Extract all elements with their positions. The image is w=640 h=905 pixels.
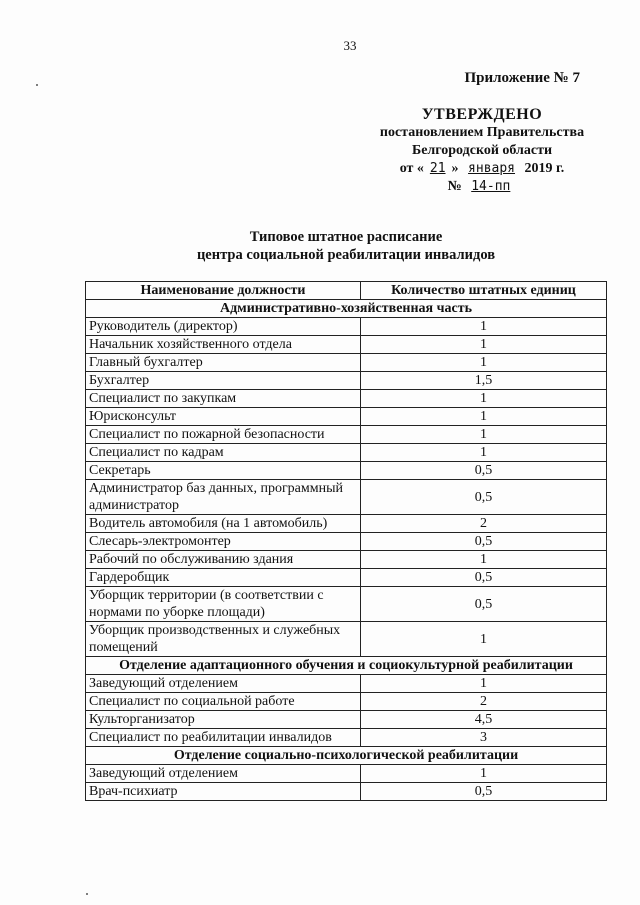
date-day: 21 <box>429 161 446 176</box>
position-cell: Специалист по реабилитации инвалидов <box>86 729 361 747</box>
table-row <box>86 390 607 408</box>
table-row <box>86 551 607 569</box>
section-title: Административно-хозяйственная часть <box>86 300 607 318</box>
number-prefix: № <box>447 179 462 194</box>
table-row <box>86 783 607 801</box>
table-row <box>86 480 607 515</box>
table-row <box>86 515 607 533</box>
position-cell: Рабочий по обслуживанию здания <box>86 551 361 569</box>
position-cell: Администратор баз данных, программный администратор <box>86 480 361 515</box>
approval-number <box>352 178 612 196</box>
position-cell: Уборщик территории (в соответствии с нормами по уборке площади) <box>86 587 361 622</box>
section-row <box>86 300 607 318</box>
position-cell: Секретарь <box>86 462 361 480</box>
count-cell: 2 <box>361 515 607 533</box>
approval-heading: УТВЕРЖДЕНО <box>421 106 543 123</box>
table-row <box>86 569 607 587</box>
table-row <box>86 533 607 551</box>
table-row <box>86 372 607 390</box>
position-cell: Уборщик производственных и служебных помещений <box>86 622 361 657</box>
table-row <box>86 426 607 444</box>
scan-speck <box>86 893 88 895</box>
header-count: Количество штатных единиц <box>361 282 607 300</box>
position-cell: Главный бухгалтер <box>86 354 361 372</box>
count-cell: 1 <box>361 551 607 569</box>
table-row <box>86 675 607 693</box>
table-row <box>86 622 607 657</box>
section-title: Отделение социально-психологической реабилитации <box>86 747 607 765</box>
table-row <box>86 711 607 729</box>
count-cell: 0,5 <box>361 783 607 801</box>
header-position: Наименование должности <box>86 282 361 300</box>
date-prefix: от « <box>399 161 424 176</box>
number-value: 14-пп <box>471 179 511 194</box>
count-cell: 1 <box>361 426 607 444</box>
approval-line-2: Белгородской области <box>411 143 553 158</box>
section-title: Отделение адаптационного обучения и социокультурной реабилитации <box>86 657 607 675</box>
position-cell: Водитель автомобиля (на 1 автомобиль) <box>86 515 361 533</box>
position-cell: Врач-психиатр <box>86 783 361 801</box>
position-cell: Слесарь-электромонтер <box>86 533 361 551</box>
table-row <box>86 693 607 711</box>
count-cell: 1 <box>361 622 607 657</box>
count-cell: 0,5 <box>361 480 607 515</box>
position-cell: Заведующий отделением <box>86 675 361 693</box>
position-cell: Культорганизатор <box>86 711 361 729</box>
scan-speck <box>36 84 38 86</box>
table-row <box>86 765 607 783</box>
title-line-2: центра социальной реабилитации инвалидов <box>196 247 496 263</box>
table-row <box>86 462 607 480</box>
count-cell: 1 <box>361 675 607 693</box>
date-month: января <box>468 161 516 176</box>
position-cell: Бухгалтер <box>86 372 361 390</box>
title-line-1: Типовое штатное расписание <box>249 229 443 245</box>
position-cell: Специалист по пожарной безопасности <box>86 426 361 444</box>
count-cell: 4,5 <box>361 711 607 729</box>
count-cell: 1 <box>361 408 607 426</box>
count-cell: 0,5 <box>361 569 607 587</box>
count-cell: 0,5 <box>361 587 607 622</box>
table-row <box>86 354 607 372</box>
table-header-row <box>86 282 607 300</box>
page-number: 33 <box>343 38 357 53</box>
appendix-label: Приложение № 7 <box>464 70 580 86</box>
count-cell: 1 <box>361 444 607 462</box>
approval-line-1: постановлением Правительства <box>379 125 585 140</box>
table-row <box>86 587 607 622</box>
count-cell: 3 <box>361 729 607 747</box>
table-row <box>86 318 607 336</box>
position-cell: Специалист по закупкам <box>86 390 361 408</box>
section-row <box>86 657 607 675</box>
count-cell: 1 <box>361 390 607 408</box>
position-cell: Юрисконсульт <box>86 408 361 426</box>
document-title <box>0 228 640 264</box>
position-cell: Гардеробщик <box>86 569 361 587</box>
table-body <box>86 300 607 801</box>
staff-table <box>85 281 607 801</box>
table-row <box>86 444 607 462</box>
table-row <box>86 336 607 354</box>
count-cell: 2 <box>361 693 607 711</box>
count-cell: 0,5 <box>361 462 607 480</box>
count-cell: 1,5 <box>361 372 607 390</box>
date-sep: » <box>451 161 459 176</box>
position-cell: Руководитель (директор) <box>86 318 361 336</box>
table-row <box>86 408 607 426</box>
position-cell: Специалист по кадрам <box>86 444 361 462</box>
count-cell: 1 <box>361 318 607 336</box>
table-row <box>86 729 607 747</box>
section-row <box>86 747 607 765</box>
count-cell: 1 <box>361 354 607 372</box>
date-year: 2019 г. <box>524 161 565 176</box>
position-cell: Заведующий отделением <box>86 765 361 783</box>
count-cell: 1 <box>361 336 607 354</box>
count-cell: 1 <box>361 765 607 783</box>
count-cell: 0,5 <box>361 533 607 551</box>
approval-date <box>352 160 612 178</box>
position-cell: Начальник хозяйственного отдела <box>86 336 361 354</box>
position-cell: Специалист по социальной работе <box>86 693 361 711</box>
approval-block <box>352 106 612 196</box>
